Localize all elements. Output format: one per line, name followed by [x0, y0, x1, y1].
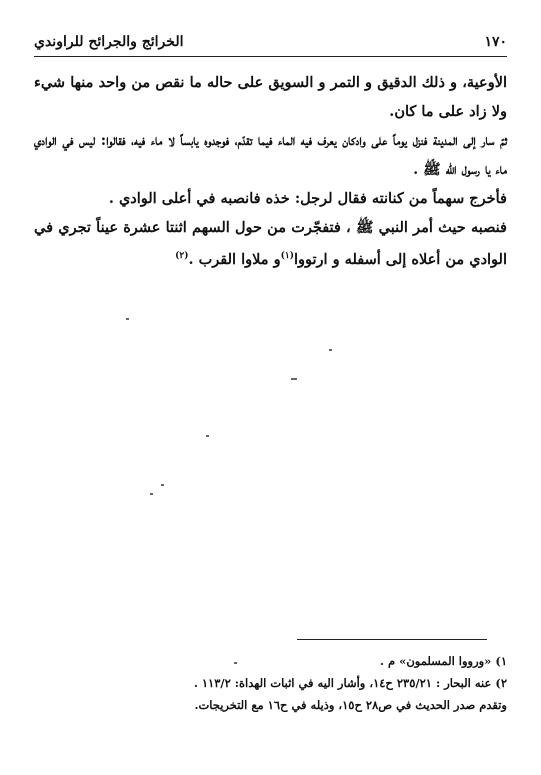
scan-speck: [291, 378, 297, 380]
footnote-rule: [297, 639, 487, 640]
footnote-marker-2: (٢): [175, 251, 189, 261]
scan-speck: [161, 484, 164, 486]
paragraph-4-text: فنصبه حيث أمر النبي ﷺ ، فتفجّرت من حول السهم اثنتا عشرة عيناً تجري في الوادي من أعلاه إلى أسفله و ارتووا: [34, 219, 507, 268]
main-text: [34, 68, 507, 274]
paragraph-4: [34, 213, 507, 274]
scan-speck: [329, 349, 332, 351]
page-number: ١٧٠: [484, 34, 507, 50]
footnote-marker-1: (١): [280, 251, 294, 261]
header-rule: [34, 56, 507, 57]
running-header: [34, 28, 507, 54]
footnote-3: وتقدم صدر الحديث في ص٢٨ ح١٥، وذيله في ح١٦ مع التخريجات.: [194, 698, 507, 712]
paragraph-4-tail: و ملاوا القرب .: [188, 250, 281, 268]
footnote-1: ١) «ورووا المسلمون» م .: [380, 654, 507, 668]
book-title: الخرائج والجرائح للراوندي: [34, 34, 184, 50]
footnote-2: ٢) عنه البحار : ٢٣٥/٢١ ح١٤، وأشار اليه في اثبات الهداة: ١١٣/٢ .: [193, 676, 507, 690]
paragraph-2: ثمّ سار إلى المدينة فنزل يوماً على وادكان يعرف فيه الماء فيما تقدّم، فوجدوه يابساً لا ماء فيه، فقالوا: ليس في الوادي ماء يا رسول الله ﷺ .: [34, 132, 507, 178]
paragraph-1: الأوعية، و ذلك الدقيق و التمر و السويق على حاله ما نقص من واحد منها شيء ولا زاد على ما كان.: [34, 74, 507, 120]
scan-speck: [150, 493, 153, 495]
footnotes: [34, 650, 507, 716]
scan-speck: [206, 435, 209, 437]
paragraph-3: فأخرج سهماً من كنانته فقال لرجل: خذه فانصبه في أعلى الوادي .: [108, 190, 507, 207]
scan-speck: [126, 318, 129, 320]
